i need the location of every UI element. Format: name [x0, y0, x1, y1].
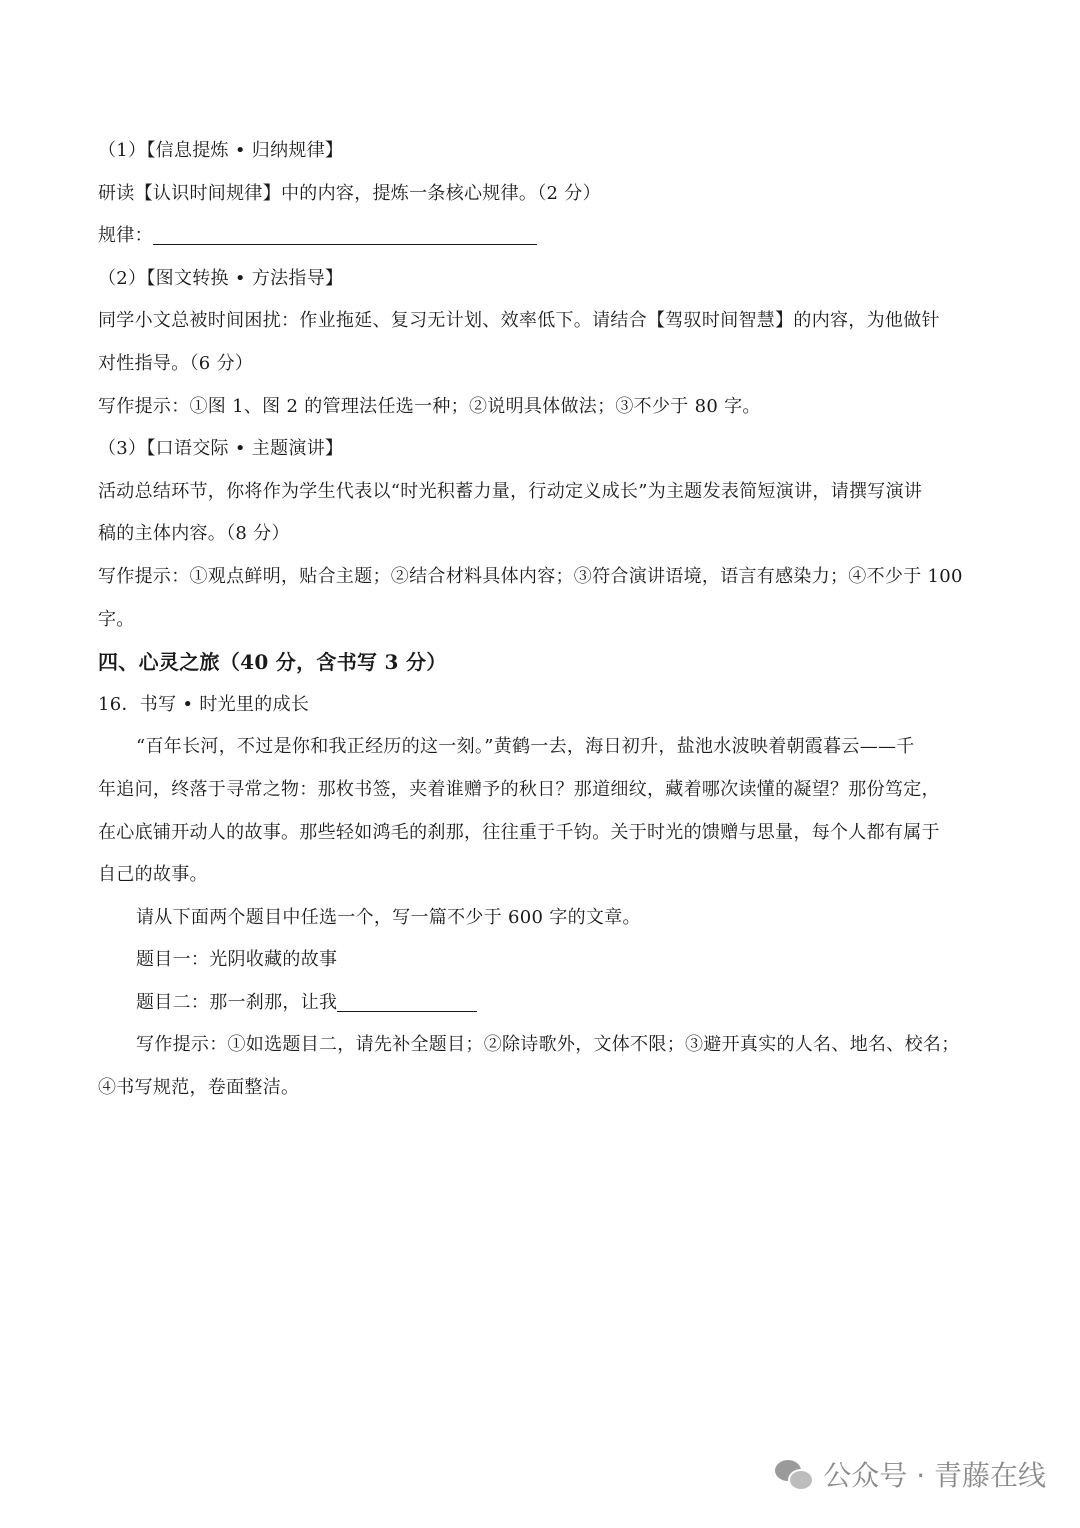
- q3-text-line-1: 活动总结环节，你将作为学生代表以“时光积蓄力量，行动定义成长”为主题发表简短演讲，请撰写演讲: [98, 480, 923, 502]
- q1-title: （1）【信息提炼 • 归纳规律】: [98, 140, 344, 161]
- q1-answer-label: 规律：: [98, 225, 153, 247]
- q2-title: （2）【图文转换 • 方法指导】: [98, 267, 344, 289]
- q2-hint: 写作提示：①图 1、图 2 的管理法任选一种；②说明具体做法；③不少于 80 字。: [98, 395, 761, 417]
- section-title: 四、心灵之旅（40 分，含书写 3 分）: [98, 650, 447, 675]
- prompt-paragraph-line-4: 自己的故事。: [98, 864, 208, 886]
- instruction: 请从下面两个题目中任选一个，写一篇不少于 600 字的文章。: [136, 906, 641, 928]
- q3-hint-line-1: 写作提示：①观点鲜明，贴合主题；②结合材料具体内容；③符合演讲语境，语言有感染力；④不少于 100: [98, 565, 963, 587]
- q16-title: 16．书写 • 时光里的成长: [98, 693, 310, 715]
- q3-title: （3）【口语交际 • 主题演讲】: [98, 438, 344, 460]
- q2-text-line-2: 对性指导。（6 分）: [98, 352, 254, 374]
- q1-text: 研读【认识时间规律】中的内容，提炼一条核心规律。（2 分）: [98, 182, 601, 204]
- exam-page: [98, 130, 988, 1110]
- q3-text-line-2: 稿的主体内容。（8 分）: [98, 523, 290, 545]
- topic-2: 题目二：那一刹那，让我: [136, 991, 338, 1013]
- title-blank: [337, 991, 477, 1012]
- watermark-text: 公众号 · 青藤在线: [823, 1459, 1046, 1492]
- topic-1: 题目一：光阴收藏的故事: [136, 949, 338, 971]
- prompt-paragraph-line-2: 年追问，终落于寻常之物：那枚书签，夹着谁赠予的秋日？那道细纹，藏着哪次读懂的凝望？那份笃定，: [98, 778, 940, 800]
- q2-text-line-1: 同学小文总被时间困扰：作业拖延、复习无计划、效率低下。请结合【驾驭时间智慧】的内容，为他做针: [98, 310, 940, 332]
- writing-hint-line-2: ④书写规范，卷面整洁。: [98, 1077, 300, 1099]
- answer-blank: [153, 224, 537, 245]
- topic-2-line: [98, 982, 988, 1025]
- q3-hint-line-2: 字。: [98, 608, 135, 630]
- wechat-icon: [775, 1458, 813, 1490]
- prompt-paragraph-line-1: “百年长河，不过是你和我正经历的这一刻。”黄鹤一去，海日初升，盐池水波映着朝霞暮云——千: [136, 736, 915, 758]
- writing-hint-line-1: 写作提示：①如选题目二，请先补全题目；②除诗歌外，文体不限；③避开真实的人名、地名、校名；: [136, 1034, 960, 1056]
- prompt-paragraph-line-3: 在心底铺开动人的故事。那些轻如鸿毛的刹那，往往重于千钧。关于时光的馈赠与思量，每个人都有属于: [98, 821, 940, 843]
- q1-answer-line: [98, 215, 988, 258]
- watermark: [775, 1454, 1046, 1494]
